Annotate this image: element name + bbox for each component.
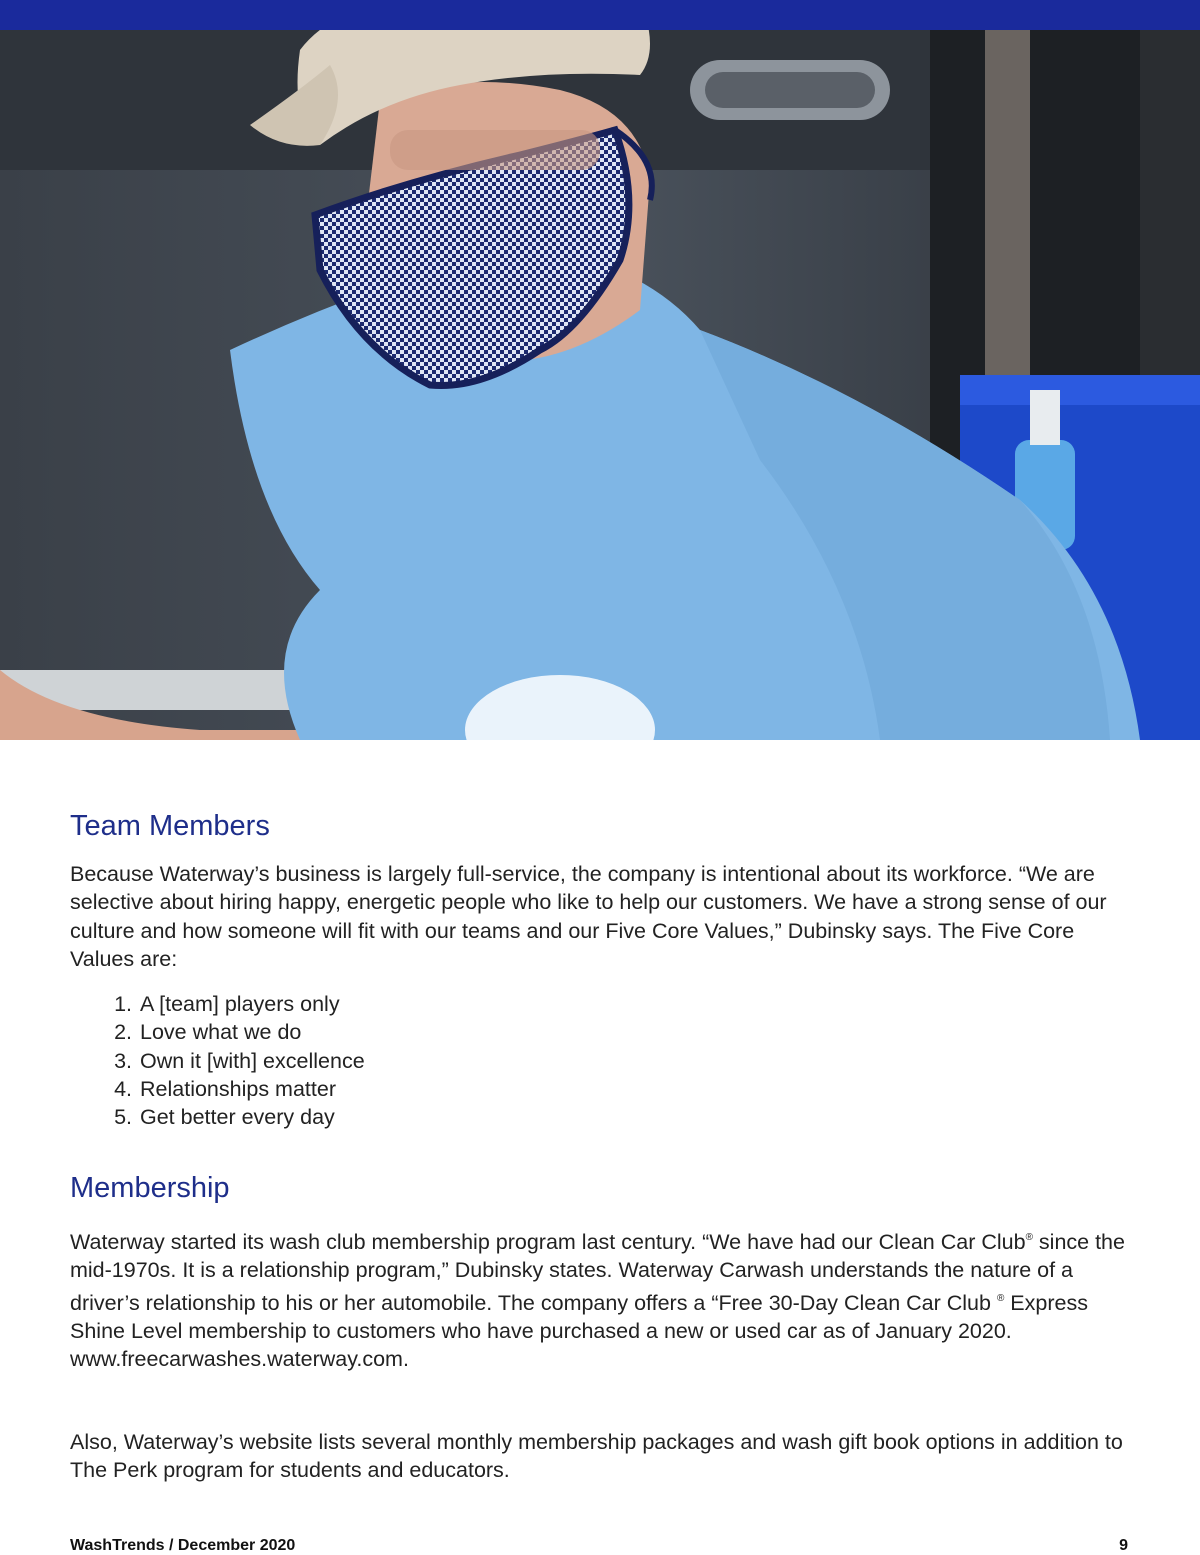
publication-name: WashTrends / December 2020 <box>70 1537 296 1554</box>
list-text: Relationships matter <box>140 1076 336 1101</box>
text-run: Express Shine Level membership to customers who have purchased a new or used car as of January 2020. www.freecarwashes.waterway.com. <box>70 1290 1088 1372</box>
registered-mark: ® <box>996 1292 1005 1304</box>
list-text: A [team] players only <box>140 992 340 1016</box>
text-run: since the mid-1970s. It is a relationship program,” Dubinsky states. Waterway Carwash understands the nature of a driver’s relationship to his or her automobile. The company offers a “Free 30-Day Clean Car Club <box>70 1230 1125 1315</box>
list-item <box>70 1047 365 1075</box>
photo-illustration <box>0 30 1200 740</box>
membership-paragraph-2: Also, Waterway’s website lists several monthly membership packages and wash gift book options in addition to The Perk program for students and educators. <box>70 1430 1123 1483</box>
membership-paragraph-1 <box>70 1224 1130 1373</box>
list-item <box>70 1018 365 1046</box>
top-accent-bar <box>0 0 1200 30</box>
page-footer <box>70 1537 1128 1555</box>
list-text: Love what we do <box>140 1020 302 1045</box>
page-number: 9 <box>1119 1537 1128 1554</box>
list-item <box>70 1103 365 1131</box>
list-text: Get better every day <box>140 1105 335 1130</box>
section-heading-team-members: Team Members <box>70 810 270 842</box>
team-members-paragraph: Because Waterway’s business is largely full-service, the company is intentional about its workforce. “We are selective about hiring happy, energetic people who like to help our customers. We have a strong sense of our culture and how someone will fit with our teams and our Five Core Values,” Dubinsky says. The Five Core Values are: <box>70 862 1107 971</box>
list-text: Own it [with] excellence <box>140 1048 365 1073</box>
list-item <box>70 990 365 1018</box>
list-number: 1. <box>114 992 132 1016</box>
section-heading-membership: Membership <box>70 1172 230 1204</box>
list-number: 3. <box>114 1048 132 1073</box>
list-number: 2. <box>114 1020 132 1045</box>
list-number: 4. <box>114 1076 132 1101</box>
text-run: Waterway started its wash club membership program last century. “We have had our Clean Car Club <box>70 1230 1026 1254</box>
core-values-list <box>70 990 365 1131</box>
list-number: 5. <box>114 1105 132 1130</box>
registered-mark: ® <box>1025 1232 1033 1243</box>
header-photo <box>0 30 1200 740</box>
list-item <box>70 1075 365 1103</box>
